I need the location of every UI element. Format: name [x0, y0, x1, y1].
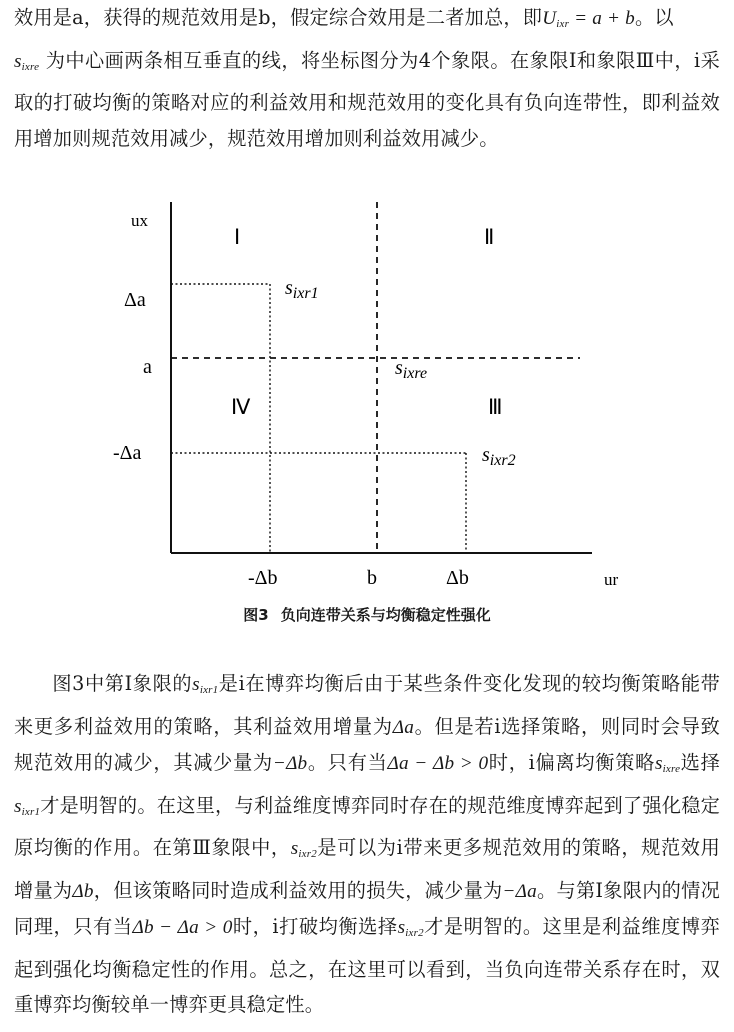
figure-caption: [0, 604, 734, 625]
text-run: 。以: [634, 6, 674, 29]
point-label-sixr1: $s_{ixr1}$: [285, 277, 319, 302]
quadrant-1-label: Ⅰ: [234, 225, 241, 249]
equilibrium-symbol: $s_{ixre}$: [14, 50, 40, 73]
y-axis-label: ux: [131, 211, 148, 230]
quadrant-2-label: Ⅱ: [484, 225, 495, 249]
point-label-sixr2: $s_{ixr2}$: [482, 444, 516, 469]
text-run: 为中心画两条相互垂直的线，将坐标图分为4个象限。在象限Ⅰ和象限Ⅲ中，i采取的打破均衡的策略对应的利益效用和规范效用的变化具有负向连带性，即利益效用增加则规范效用减少，规范效用增加则利益效用减少。: [14, 48, 720, 150]
y-tick-a: a: [143, 356, 152, 378]
x-tick-neg-delta-b: -Δb: [248, 567, 278, 589]
bottom-paragraph: 图3中第Ⅰ象限的$s_{ixr1}$是i在博弈均衡后由于某些条件变化发现的较均衡策略能带来更多利益效用的策略，其利益效用增量为Δa。但是若i选择策略，则同时会导致规范效用的减少，其减少量为−Δb。只有当Δa − Δb > 0时，i偏离均衡策略$s_{ixre}$选择$s_{ixr1}$才是明智的。在这里，与利益维度博弈同时存在的规范维度博弈起到了强化稳定原均衡的作用。在第Ⅲ象限中，$s_{ixr2}$是可以为i带来更多规范效用的策略，规范效用增量为Δb，但该策略同时造成利益效用的损失，减少量为−Δa。与第Ⅰ象限内的情况同理，只有当Δb − Δa > 0时，i打破均衡选择$s_{ixr2}$才是明智的。这里是利益维度博弈起到强化均衡稳定性的作用。总之，在这里可以看到，当负向连带关系存在时，双重博弈均衡较单一博弈更具稳定性。: [14, 672, 721, 1016]
point-label-sixre: $s_{ixre}$: [395, 357, 428, 382]
figure-number: 图3: [243, 606, 269, 624]
quadrant-4-label: Ⅳ: [231, 395, 251, 419]
x-tick-b: b: [367, 567, 377, 589]
quadrant-3-label: Ⅲ: [488, 395, 503, 419]
y-tick-neg-delta-a: -Δa: [113, 442, 142, 464]
utility-formula: $U_{ixr} = a + b$: [542, 8, 635, 30]
text-run: 效用是a，获得的规范效用是b，假定综合效用是二者加总，即: [14, 6, 543, 29]
y-tick-delta-a: Δa: [124, 289, 146, 311]
x-tick-delta-b: Δb: [446, 567, 469, 589]
figure-title: 负向连带关系与均衡稳定性强化: [280, 606, 491, 624]
x-axis-label: ur: [604, 570, 619, 589]
